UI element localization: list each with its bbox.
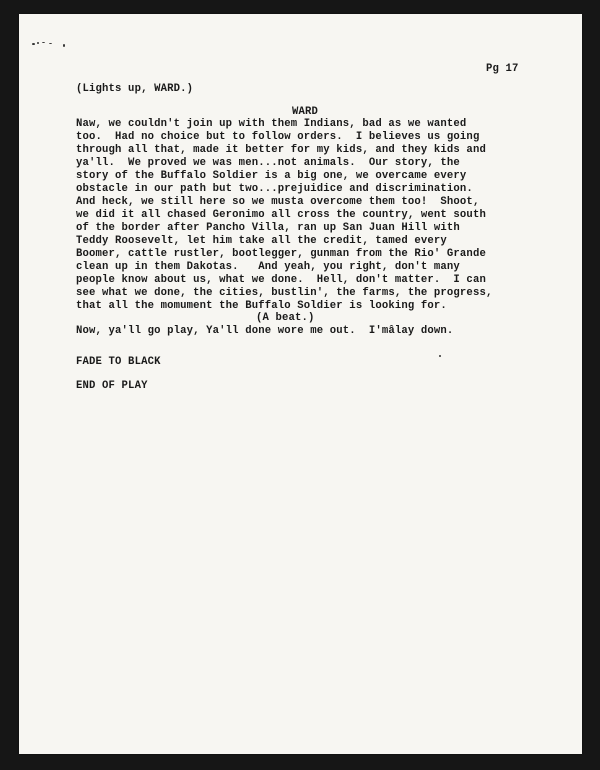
dialogue-line: ya'll. We proved we was men...not animals. Our story, the (76, 157, 460, 169)
dialogue-line: story of the Buffalo Soldier is a big one, we overcame every (76, 170, 467, 182)
page-number: Pg 17 (486, 63, 519, 75)
dialogue-line: Teddy Roosevelt, let him take all the credit, tamed every (76, 235, 447, 247)
fade-to-black: FADE TO BLACK (76, 356, 161, 368)
dialogue-line: people know about us, what we done. Hell, don't matter. I can (76, 274, 486, 286)
ink-speck (32, 43, 35, 45)
dialogue-line: Naw, we couldn't join up with them Indians, bad as we wanted (76, 118, 467, 130)
ink-speck (439, 355, 441, 357)
ink-speck (37, 42, 39, 44)
dialogue-line: that all the momument the Buffalo Soldier is looking for. (76, 300, 447, 312)
ink-speck (42, 42, 45, 43)
dialogue-line: too. Had no choice but to follow orders. I believes us going (76, 131, 480, 143)
end-of-play: END OF PLAY (76, 380, 148, 392)
dialogue-line: Boomer, cattle rustler, bootlegger, gunman from the Rio' Grande (76, 248, 486, 260)
dialogue-line: we did it all chased Geronimo all cross the country, went south (76, 209, 486, 221)
ink-speck (63, 44, 65, 47)
ink-speck (49, 43, 52, 44)
character-name: WARD (292, 106, 319, 118)
dialogue-line: see what we done, the cities, bustlin', the farms, the progress, (76, 287, 493, 299)
stage-direction-open: (Lights up, WARD.) (76, 83, 194, 95)
dialogue-line: And heck, we still here so we musta overcome them too! Shoot, (76, 196, 480, 208)
closing-line: Now, ya'll go play, Ya'll done wore me out. I'mâlay down. (76, 325, 454, 337)
dialogue-line: obstacle in our path but two...prejuidice and discrimination. (76, 183, 473, 195)
beat-direction: (A beat.) (256, 312, 315, 324)
dialogue-line: clean up in them Dakotas. And yeah, you right, don't many (76, 261, 460, 273)
dialogue-line: of the border after Pancho Villa, ran up San Juan Hill with (76, 222, 460, 234)
dialogue-line: through all that, made it better for my kids, and they kids and (76, 144, 486, 156)
script-page (19, 14, 582, 754)
